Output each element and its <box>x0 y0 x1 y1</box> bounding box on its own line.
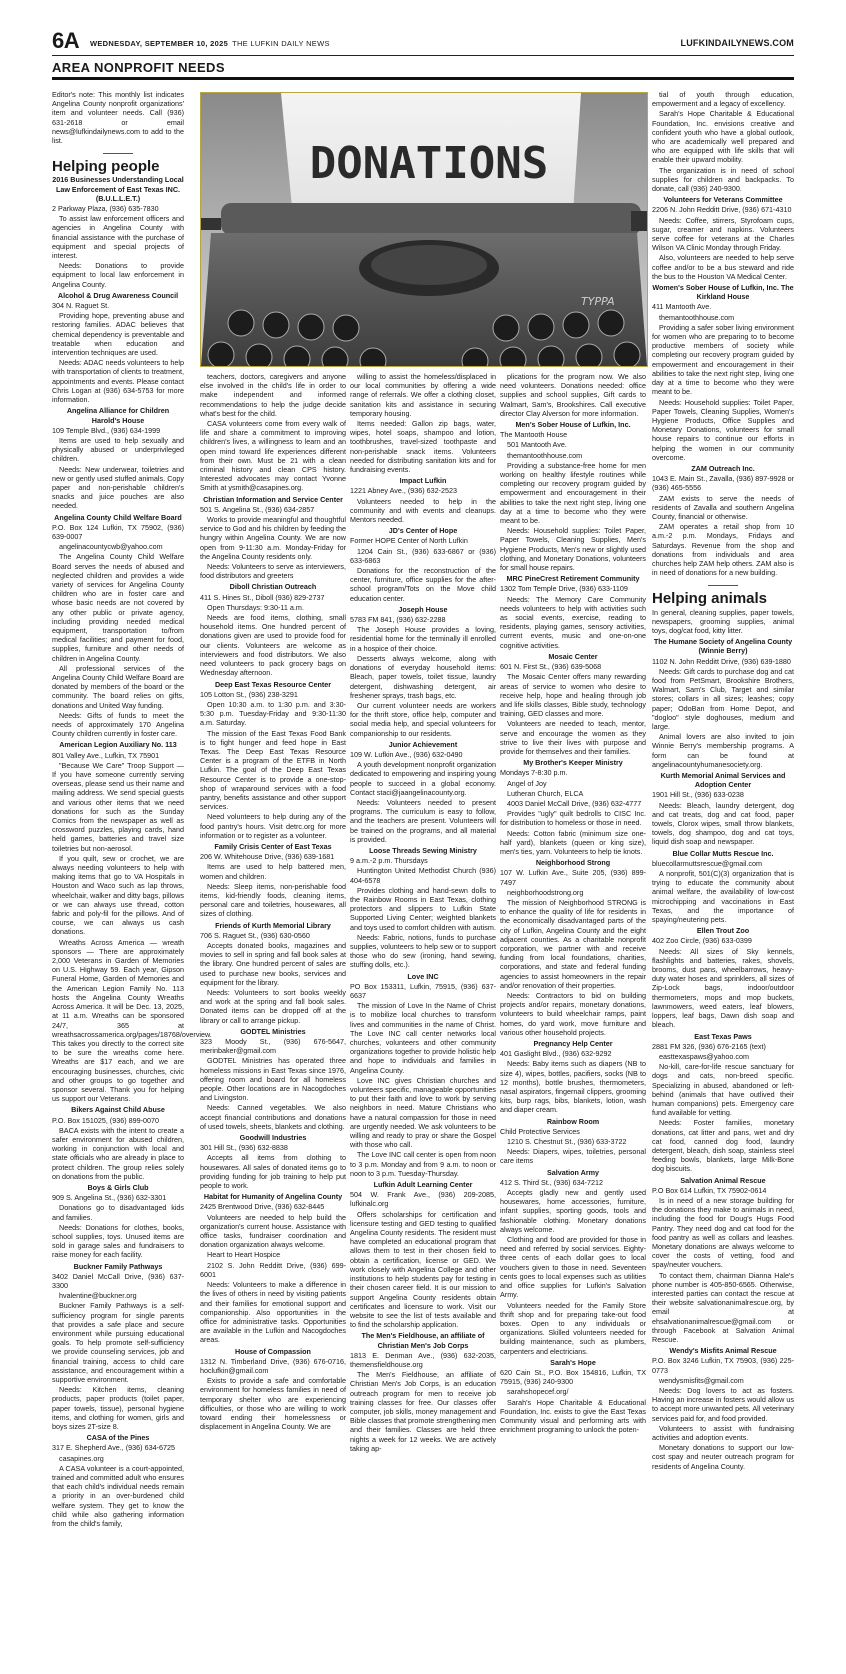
section-title: AREA NONPROFIT NEEDS <box>52 60 225 75</box>
org-name: Kurth Memorial Animal Services and Adoption Center <box>660 771 786 790</box>
org-name: House of Compassion <box>235 1346 311 1356</box>
org-detail: themantoothhouse.com <box>659 312 735 322</box>
org-detail: 317 E. Shepherd Ave., (936) 634-6725 <box>52 1443 175 1453</box>
org-name: Sarah's Hope <box>550 1357 596 1367</box>
animal-org-list <box>652 637 794 1471</box>
org-detail: Works to provide meaningful and thoughtful service to God and his children by feeding the hungry within Angelina County. We are now open from 9-11:30 a.m. Monday-Friday for the Angelina County residents only. <box>200 515 346 561</box>
org-detail: Needs: Sleep items, non-perishable food items, kid-friendly foods, cleaning items, personal care and toiletries, housewares, all sizes of clothing. <box>200 881 346 919</box>
issue-date: WEDNESDAY, SEPTEMBER 10, 2025 <box>90 39 229 48</box>
column-4 <box>500 372 646 1435</box>
org-detail: Buckner Family Pathways is a self-sufficiency program for single parents that provides a safe place and secure environment while pursuing educational goals. To help promote self-sufficiency we provide counseling services, job and financial training, access to child care assistance, and encouragement within a supportive environment. <box>52 1301 184 1385</box>
org-detail: Accepts donated books, magazines and movies to sell in spring and fall book sales at the library. One hundred percent of sales are used to purchase new books, services and equipment for the library. <box>200 940 346 987</box>
platen-roller <box>221 203 641 235</box>
org-detail: Lutheran Church, ELCA <box>507 788 584 798</box>
org-name: American Legion Auxiliary No. 113 <box>59 740 177 750</box>
org-detail: Volunteers needed for the Family Store thrift shop and for preparing take-out food boxes. Open to any individuals or organizations. Skilled volunteers needed for building maintenance, such as plumbers, carpenters and electricians. <box>500 1300 646 1356</box>
org-name: East Texas Paws <box>694 1031 752 1041</box>
org-name: CASA of the Pines <box>86 1433 150 1443</box>
org-detail: Needs: Volunteers to make a difference in the lives of others in need by visiting patients and their families for emotional support and companionship. Also opportunities in the office for administrative tasks. Opportunities are available in the Lufkin and Nacogdoches areas. <box>200 1280 346 1345</box>
org-detail: Needs: Volunteers to serve as interviewers, food distributors and greeters <box>200 562 346 581</box>
org-detail: 109 Temple Blvd., (936) 634-1999 <box>52 425 161 435</box>
org-detail: 2425 Brentwood Drive, (936) 632-8445 <box>200 1202 325 1212</box>
org-detail: Needs: Household supplies: Toilet Paper, Paper Towels, Cleaning Supplies, Women's Hygiene Products, Office Supplies and Monetary Donations, volunteers for small house repairs to continue our efforts in helping the women in our community overcome. <box>652 397 794 462</box>
page-number: 6A <box>52 28 80 53</box>
org-name: Pregnancy Help Center <box>533 1039 613 1049</box>
org-detail: 107 W. Lufkin Ave., Suite 205, (936) 899-7497 <box>500 868 646 887</box>
org-detail: 323 Moody St., (936) 676-5647, merinbaker@gmail.com <box>200 1037 346 1056</box>
org-detail: Also, volunteers are needed to help serve coffee and/or to be a bus steward and ride the bus to the Houston VA Medical Center. <box>652 253 794 281</box>
org-name: The Humane Society of Angelina County (Winnie Berry) <box>653 637 793 656</box>
org-detail: sarahshopecef.org/ <box>507 1387 569 1397</box>
org-detail: 620 Cain St., P.O. Box 154816, Lufkin, TX 75915, (936) 240-9300 <box>500 1367 646 1387</box>
org-name: Habitat for Humanity of Angelina County <box>203 1192 343 1202</box>
org-name: Loose Threads Sewing Ministry <box>369 845 477 855</box>
org-detail: P.O. Box 124 Lufkin, TX 75902, (936) 639-0007 <box>52 522 184 541</box>
org-name: ZAM Outreach Inc. <box>691 463 755 473</box>
org-detail: GODTEL Ministries has operated three homeless missions in East Texas since 1976, offering room and board for all homeless people. Other locations are in Nacogdoches and Livingston. <box>200 1056 346 1103</box>
org-detail: Accepts gladly new and gently used housewares, home accessories, furniture, infant supplies, sporting goods, tools and fashionable clothing. Monetary donations always welcome. <box>500 1188 646 1234</box>
org-name: My Brother's Keeper Ministry <box>523 758 623 768</box>
org-detail: wendysmisfits@gmail.com <box>659 1375 744 1385</box>
org-detail: P.O Box 614 Lufkin, TX 75902-0614 <box>652 1185 767 1195</box>
org-detail: Needs: Cotton fabric (minimum size one-half yard), blankets (queen or king size), men's ties, yarn. Volunteers to help tie knots. <box>500 828 646 856</box>
org-name: 2016 Businesses Understanding Local Law Enforcement of East Texas INC. (B.U.L.L.E.T.) <box>52 175 184 203</box>
typewriter-brand-logo: TYPPA <box>581 295 615 308</box>
org-detail: Volunteers are needed to teach, mentor, serve and encourage the women as they strive to live their lives with purpose and provide for themselves and their families. <box>500 719 646 756</box>
org-detail: Items needed: Gallon zip bags, water, wipes, hotel soaps, shampoo and lotion, toothbrushes, travel-sized toothpaste and non-perishable snack items. Volunteers needed for distributing sanitation kits and for fundraising events. <box>350 419 496 475</box>
org-detail: bluecollarmuttsrescue@gmail.com <box>652 858 762 868</box>
org-detail: Is in need of a new storage building for the donations they make to animals in need, including the food for Doug's Hugs Food Pantry. They need dog and cat food for the food pantry as well as collars and leashes. Monetary donations are always welcome to cover the costs of vetting, food and spay/neuter vouchers. <box>652 1195 794 1270</box>
org-detail: Items are used to help battered men, women and children. <box>200 862 346 881</box>
org-detail: 1043 E. Main St., Zavalla, (936) 897-9928 or (936) 465-5556 <box>652 474 794 493</box>
org-name: Angelina County Child Welfare Board <box>54 512 182 522</box>
org-detail: If you quilt, sew or crochet, we are always needing volunteers to help with making items that go to VA Hospitals in Houston and Waco such as lap throws, wheelchair, walker and ditty bags, pillows or we can always use thread, cotton fabric and poly-fil for the pillows. And of course, we can always us cash donations. <box>52 853 184 937</box>
org-detail: CASA volunteers come from every walk of life and share a commitment to improving children's lives, a willingness to learn and an open mind toward life experiences different from their own. Must be 21 with a clean criminal history and clean CPS history. Interested advocates may contact Yvonne Smith at ysmith@casapines.org. <box>200 419 346 493</box>
org-name: GODTEL Ministries <box>240 1026 306 1036</box>
column-2 <box>200 372 346 1432</box>
org-detail: The Love INC call center is open from noon to 3 p.m. Monday and from 9 a.m. to noon or noon to 3 p.m. Tuesday-Thursday. <box>350 1150 496 1178</box>
org-detail: willing to assist the homeless/displaced in our local communities by offering a wide range of referrals. We offer a clothing closet, sanitation kits and assistance in securing temporary housing. <box>350 372 496 418</box>
org-detail: 2206 N. John Redditt Drive, (936) 671-4310 <box>652 205 792 215</box>
org-detail: Volunteers are needed to help build the organization's current house. Assistance with office tasks, fundraiser coordination and donation organization always welcome. <box>200 1212 346 1250</box>
editors-note: Editor's note: This monthly list indicates Angelina County nonprofit organizations' item and volunteer needs. Call (936) 631-2618 or email news@lufkindailynews.com to add to the list. <box>52 90 184 146</box>
org-detail: Offers scholarships for certification and licensure testing and GED testing to qualified Angelina County residents. The resident must have completed an educational program that allows them to test in their chosen field to obtain a certification, license or GED. We work closely with Angelina College and other institutions to help students pay for testing in their chosen career field. It is our mission to support Angelina County residents obtain certificates and licensure to work. Visit our website to see the list of tests available and to find the scholarship application. <box>350 1209 496 1330</box>
org-name: Joseph House <box>398 604 448 614</box>
org-detail: 301 Hill St., (936) 632-8838 <box>200 1143 288 1153</box>
org-list <box>652 90 794 577</box>
org-detail: Our current volunteer needs are workers for the thrift store, office help, computer and social media help, and special volunteers for companionship to our residents. <box>350 700 496 738</box>
typewriter-image <box>201 93 647 366</box>
org-detail: Accepts all items from clothing to housewares. All sales of donated items go to providing funding for job training to help put people to work. <box>200 1153 346 1191</box>
org-detail: Providing a safer sober living environment for women who are preparing to to become productive members of society while completing our recovery program guided by empowerment and encouragement in their abilities to take the next right step, living one day at a time to become who they were meant to be. <box>652 322 794 397</box>
org-detail: Volunteers needed to help in the community and with events and cleanups. Mentors needed. <box>350 496 496 525</box>
org-detail: Heart to Heart Hospice <box>207 1250 281 1260</box>
org-detail: A nonprofit, 501(C)(3) organization that is trying to educate the community about animal welfare, the availability of low-cost microchipping and vaccinations in East Texas, and the importance of spaying/neutering pets. <box>652 869 794 925</box>
org-detail: 601 N. First St., (936) 639-5068 <box>500 662 602 672</box>
org-detail: plications for the program now. We also need volunteers. Donations needed: office supplies and school supplies, Gift cards to Walmart, Sam's, Brookshires. Call executive director Clay Alverson for more information. <box>500 372 646 418</box>
org-name: Lufkin Adult Learning Center <box>373 1180 473 1190</box>
org-detail: 109 W. Lufkin Ave., (936) 632-0490 <box>350 749 463 759</box>
org-detail: casapines.org <box>59 1453 104 1463</box>
org-detail: Clothing and food are provided for those in need and referred by social services. Eighty-three cents of each dollar goes to local vouchers given to those in need. Seventeen cents goes to local expenses such as utilities and office supplies for Lufkin's Salvation Army. <box>500 1235 646 1300</box>
org-detail: Needs: Volunteers needed to present programs. The curriculum is easy to follow, and the teachers are present. Volunteers will be trained on the programs, and all material is provided. <box>350 797 496 844</box>
site-url[interactable]: LUFKINDAILYNEWS.COM <box>680 38 794 48</box>
org-detail: Needs are food items, clothing, small household items. One hundred percent of donations given are used to provide food for our clients. Volunteers are welcome as interviewers and food distributors. We also need volunteers to pack grocery bags on Wednesday afternoon. <box>200 613 346 678</box>
org-detail: Needs: Volunteers to sort books weekly and work at the spring and fall book sales. Donated items can be dropped off at the library or call to arrange pickup. <box>200 988 346 1025</box>
org-detail: Needs: Dog lovers to act as fosters. Having an increase in fosters would allow us to accept more unwanted pets. All veterinary services paid for, and food provided. <box>652 1386 794 1423</box>
org-name: Rainbow Room <box>546 1116 600 1126</box>
org-detail: Love INC gives Christian churches and volunteers specific, manageable opportunities to put their faith and love to work by serving neighbors in need. Mature Christians who have a natural compassion for those in need are urgently needed. We ask volunteers to be willing and ready to pray or share the Gospel with those who call. <box>350 1075 496 1150</box>
column-1 <box>52 90 212 1529</box>
org-detail: Volunteers to assist with fundraising activities and adoption events. <box>652 1423 794 1443</box>
org-detail: Needs: Coffee, stirrers, Styrofoam cups, sugar, creamer and napkins. Volunteers serve coffee for veterans at the Charles Wilson VA Clinic Monday through Friday. <box>652 215 794 253</box>
org-detail: 402 Zoo Circle, (936) 633-0399 <box>652 936 752 946</box>
org-detail: Wreaths Across America — wreath sponsors — There are approximately 2,000 Veterans in Garden of Memories on U.S. Highway 59. Each year, Gipson Funeral Home, Garden of Memories and the American Legion Family No. 113 hosts the Angelina County Wreaths Across America. It will be Dec. 13, 2025, at 11 a.m. Wreaths can be sponsored 24/7, 365 at wreathsacrossamerica.org/pages/18768/overview. This takes you directly to the correct site to be sure the wreaths come here. Wreaths are $17 each, and we are encouraging businesses, churches, civic and other groups to go together and sponsor several. Thank you for helping us support our Veterans. <box>52 937 212 1104</box>
paper-name: THE LUFKIN DAILY NEWS <box>232 39 330 48</box>
org-detail: Needs: Kitchen items, cleaning products, paper products (toilet paper, paper towels, tissue), personal hygiene items, and clothing for women, girls and boys sizes 2T-size 8. <box>52 1385 184 1432</box>
org-name: Buckner Family Pathways <box>73 1261 163 1271</box>
org-name: Love INC <box>407 971 439 981</box>
org-detail: 412 S. Third St., (936) 634-7212 <box>500 1177 603 1187</box>
org-detail: 501 S. Angelina St., (936) 634-2857 <box>200 504 315 514</box>
org-detail: The organization is in need of school supplies for children and backpacks. To donate, call (936) 240-9300. <box>652 165 794 194</box>
org-detail: Sarah's Hope Charitable & Educational Foundation, Inc. exists to give the East Texas Community visual and performing arts with enrichment programing to unlock the poten- <box>500 1397 646 1435</box>
org-detail: easttexaspaws@yahoo.com <box>659 1051 749 1061</box>
org-name: Alcohol & Drug Awareness Council <box>57 290 179 300</box>
org-detail: The Mantooth House <box>500 430 568 440</box>
org-detail: Needs: Household supplies: Toilet Paper, Paper Towels, Cleaning Supplies, Men's Hygiene Products, Men's new or slightly used clothing, and Monetary Donations, volunteers for small house repairs. <box>500 526 646 573</box>
section-rule <box>52 77 794 80</box>
org-name: Boys & Girls Club <box>87 1182 149 1192</box>
org-detail: 1302 Tom Temple Drive, (936) 633-1109 <box>500 584 628 594</box>
org-detail: 504 W. Frank Ave., (936) 209-2085, lufkinalc.org <box>350 1190 496 1209</box>
org-detail: Needs: Diapers, wipes, toiletries, personal care items <box>500 1147 646 1166</box>
org-name: Bikers Against Child Abuse <box>71 1105 165 1115</box>
org-detail: Needs: Donations for clothes, books, school supplies, toys. Unused items are sold in garage sales and fundraisers to raise money for each facility. <box>52 1222 184 1260</box>
org-detail: Provides clothing and hand-sewn dolls to the Rainbow Rooms in East Texas, clothing protectors and slippers to Lufkin State Supported Living Center; weighted blankets and toys used to comfort children with autism. <box>350 885 496 932</box>
org-detail: 1312 N. Timberland Drive, (936) 676-0716, hoclufkin@gmail.com <box>200 1356 346 1375</box>
org-detail: Needs: Gifts of funds to meet the needs of approximately 170 Angelina County children currently in foster care. <box>52 710 184 739</box>
org-detail: The Joseph House provides a loving, residential home for the terminally ill enrolled in a hospice of their choice. <box>350 625 496 653</box>
org-detail: Sarah's Hope Charitable & Educational Foundation, Inc. envisions creative and confident youth who have a global outlook, who are academically well prepared and who are equipped with life skills that will enable their upward mobility. <box>652 109 794 165</box>
org-detail: Donations for the reconstruction of the center, furniture, office supplies for the after-school program/Tots on the Move child education center. <box>350 566 496 603</box>
org-detail: Open 10:30 a.m. to 1:30 p.m. and 3:30-5:30 p.m. Tuesday-Friday and 9:30-11:30 a.m. Saturday. <box>200 699 346 728</box>
org-detail: angelinacountycwb@yahoo.com <box>59 542 163 552</box>
org-detail: 1102 N. John Redditt Drive, (936) 639-1880 <box>652 656 791 666</box>
org-detail: Mondays 7-8:30 p.m. <box>500 768 568 778</box>
org-name: Neighborhood Strong <box>535 858 611 868</box>
org-detail: 411 Mantooth Ave. <box>652 302 712 312</box>
org-detail: 206 W. Whitehouse Drive, (936) 639-1681 <box>200 852 335 862</box>
org-detail: Monetary donations to support our low-cost spay and neuter outreach program for residents of Angelina County. <box>652 1443 794 1471</box>
org-name: Christian Information and Service Center <box>203 494 343 504</box>
org-name: Angelina Alliance for Children Harold's House <box>66 406 170 425</box>
org-detail: Needs: Donations to provide equipment to local law enforcement in Angelina County. <box>52 261 184 289</box>
org-name: Diboll Christian Outreach <box>229 582 317 592</box>
org-name: Wendy's Misfits Animal Rescue <box>669 1346 777 1356</box>
org-detail: 411 S. Hines St., Diboll (936) 829-2737 <box>200 592 325 602</box>
org-name: Friends of Kurth Memorial Library <box>215 920 331 930</box>
org-detail: Items are used to help sexually and physically abused or underprivileged children. <box>52 435 184 464</box>
masthead-rule <box>52 55 794 56</box>
org-detail: To contact them, chairman Dianna Hale's phone number is 405-850-6565. Otherwise, interested parties can contact the rescue at their website salvationanimalrescue.org, by email at ehsalvationanimalrescue@gmail.com or through Facebook at Salvation Animal Rescue. <box>652 1270 794 1344</box>
masthead-date-line <box>90 39 330 48</box>
masthead <box>52 28 794 54</box>
org-detail: 2 Parkway Plaza, (936) 635-7830 <box>52 204 159 214</box>
org-detail: Needs: ADAC needs volunteers to help with transportation of clients to treatment, appointments and events. Please contact Chris Logan at (936) 634-5753 for more information. <box>52 358 184 405</box>
org-detail: The Angelina County Child Welfare Board serves the needs of abused and neglected children and provides a wide variety of services for Angelina County children who are in foster care and whose basic needs are not covered by any other public or private agency, including providing needed medical equipment, transportation to/from medical facilities; and payment for food, supplies, furniture and other needs of children in Angelina County. <box>52 552 184 663</box>
org-detail: Needs: Bleach, laundry detergent, dog and cat treats, dog and cat food, paper towels, Clorox wipes, small throw blankets, towels, dog shampoo, dog and cat toys, liquid dish soap and newspaper. <box>652 800 794 847</box>
org-detail: A youth development nonprofit organization dedicated to empowering and inspiring young people to succeed in a global economy. Contact staci@jaangelinacounty.org. <box>350 760 496 797</box>
donations-sign: DONATIONS <box>309 138 549 189</box>
org-detail: "Because We Care" Troop Support — If you have someone currently serving overseas, please send us their name and mailing address. We send special guests and various other items that we need donations for such as the Sunday Comics from the newspaper as well as crossword puzzles, playing cards, hand held games, batteries and travel size toiletries but non-aerosol. <box>52 760 184 853</box>
org-detail: The Men's Fieldhouse, an affiliate of Christian Men's Job Corps, is an education outreach program for men to receive job training classes for free. Our classes offer computer, job skills, money management and Bible classes that promote strengthening men and their families. Classes are held three nights a week for 12 weeks. We are actively taking ap- <box>350 1370 496 1453</box>
org-detail: tial of youth through education, empowerment and a legacy of excellency. <box>652 90 794 109</box>
org-name: Junior Achievement <box>388 739 458 749</box>
org-detail: 501 Mantooth Ave. <box>507 440 567 450</box>
org-name: Blue Collar Mutts Rescue Inc. <box>672 848 774 858</box>
org-detail: Animal lovers are also invited to join Winnie Berry's membership programs. A form can be found at angelinacountyhumanesociety.org. <box>652 732 794 769</box>
org-detail: Angel of Joy <box>507 778 547 788</box>
org-detail: BACA exists with the intent to create a safer environment for abused children, working in conjunction with local and state officials who are already in place to protect children. The group relies solely on donations from the public. <box>52 1125 184 1181</box>
org-detail: Provides "ugly" quilt bedrolls to CISC Inc. for distribution to homeless or those in need. <box>500 809 646 828</box>
org-detail: 304 N. Raguet St. <box>52 301 110 311</box>
org-detail: 401 Gaslight Blvd., (936) 632-9292 <box>500 1049 612 1059</box>
org-detail: 801 Valley Ave., Lufkin, TX 75901 <box>52 750 160 760</box>
org-name: Salvation Animal Rescue <box>680 1175 766 1185</box>
animals-intro: In general, cleaning supplies, paper towels, newspapers, grooming supplies, animal toys, dog/cat food, kitty litter. <box>652 607 794 635</box>
org-detail: Child Protective Services <box>500 1126 580 1136</box>
divider <box>103 153 133 154</box>
org-detail: Exists to provide a safe and comfortable environment for homeless families in need of temporary shelter who are experiencing difficulties, or those who are willing to work toward ending their homelessness or displacement in Angelina County. We are <box>200 1376 346 1432</box>
org-detail: Desserts always welcome, along with donations of everyday household items: Bleach, paper towels, toilet tissue, laundry detergent, dishwashing detergent, air freshener sprays, trash bags, etc. <box>350 653 496 700</box>
org-name: MRC PineCrest Retirement Community <box>506 574 640 584</box>
org-detail: 2102 S. John Redditt Drive, (936) 699-6001 <box>200 1260 346 1279</box>
org-detail: Needs: Fabric, notions, funds to purchase supplies, volunteers to help sew or to support those who do sew (ironing, hand sewing, stuffing dolls, etc.). <box>350 932 496 970</box>
org-detail: Huntington United Methodist Church (936) 404-6578 <box>350 866 496 885</box>
org-detail: Needs: Contractors to bid on building projects and/or repairs, monetary donations, volunteers to build wheelchair ramps, paint homes, do yard work, move furniture and various other household projects. <box>500 991 646 1037</box>
org-detail: ZAM exists to serve the needs of residents of Zavalla and southern Angelina County, financial or otherwise. <box>652 493 794 521</box>
org-detail: All professional services of the Angelina County Child Welfare Board are donated by members of the board or the community. The board relies on gifts, donations and United Way funding. <box>52 663 184 710</box>
org-detail: 1813 E. Denman Ave., (936) 632-2035, themensfieldhouse.org <box>350 1350 496 1369</box>
org-name: Volunteers for Veterans Committee <box>663 195 783 205</box>
org-detail: A CASA volunteer is a court-appointed, trained and committed adult who ensures that each child's individual needs remain a priority in an over-burdened child welfare system. They get to know the child while also gathering information from the child's family, <box>52 1463 184 1529</box>
org-name: Impact Lufkin <box>399 476 447 486</box>
heading-helping-people: Helping people <box>52 158 160 176</box>
org-detail: 1204 Cain St., (936) 633-6867 or (936) 633-6863 <box>350 546 496 565</box>
org-detail: 706 S. Raguet St., (936) 630-0560 <box>200 930 310 940</box>
org-detail: Needs: Foster families, monetary donations, cat litter and pans, wet and dry cat food, canned dog food, laundry detergent, bleach, dish soap, stainless steel feeding bowls, blankets, large Milk-Bone dog biscuits. <box>652 1118 794 1174</box>
donations-typewriter-photo <box>200 92 648 367</box>
org-detail: 1901 Hill St., (936) 633-0238 <box>652 790 744 800</box>
org-detail: The mission of Neighborhood STRONG is to enhance the quality of life for residents in the economically disadvantaged parts of the city of Lufkin, Angelina County and the eight adjacent counties. As a charitable nonprofit corporation, we partner with and receive funding from local foundations, charities, corporations, and state and federal funding agencies to assist homeowners in the repair and/or renovation of their properties. <box>500 897 646 990</box>
org-name: Mosaic Center <box>548 651 598 661</box>
org-detail: themantoothhouse.com <box>507 450 583 460</box>
org-detail: 1210 S. Chestnut St., (936) 633-3722 <box>507 1137 627 1147</box>
org-detail: hvalentine@buckner.org <box>59 1291 137 1301</box>
org-detail: Former HOPE Center of North Lufkin <box>350 536 468 546</box>
column-3 <box>350 372 496 1454</box>
org-list <box>500 372 646 1434</box>
org-list <box>350 372 496 1453</box>
org-name: The Men's Fieldhouse, an affiliate of Christian Men's Job Corps <box>361 1331 485 1350</box>
column-5 <box>652 90 794 1472</box>
org-detail: Needs: New underwear, toiletries and new or gently used stuffed animals. Copy paper and non-perishable children's snacks and juice pouches are also needed. <box>52 464 184 511</box>
org-detail: Needs: Gift cards to purchase dog and cat food from PetSmart, Brookshire Brothers, Walmart, Sam's Club, Target and similar stores; collars in all sizes; leashes; copy paper; OdoBan from Home Depot, and "dogloo" style doghouses, medium and large. <box>652 666 794 731</box>
org-detail: P.O. Box 3246 Lufkin, TX 75903, (936) 225-0773 <box>652 1356 794 1375</box>
org-list <box>200 372 346 1431</box>
org-detail: PO Box 153311, Lufkin, 75915, (936) 637-6637 <box>350 981 496 1000</box>
divider <box>708 585 738 586</box>
heading-helping-animals: Helping animals <box>652 590 768 608</box>
org-detail: No-kill, care-for-life rescue sanctuary for dogs and cats, non-breed specific. Specializing in abused, abandoned or left-behind (animals that have outlived their human companions) pets. Emergency care fund available for vetting. <box>652 1062 794 1118</box>
org-detail: Donations go to disadvantaged kids and families. <box>52 1203 184 1222</box>
org-detail: Providing hope, preventing abuse and restoring families. ADAC believes that chemical dependency is preventable and treatable when education and intervention techniques are used. <box>52 311 184 358</box>
org-name: Family Crisis Center of East Texas <box>214 841 332 851</box>
org-detail: The mission of the East Texas Food Bank is to fight hunger and feed hope in East Texas. The Deep East Texas Resource Center is a program of the ETFB in North Lufkin. The goal of the Deep East Texas Resource Center is to provide a one-stop-shop of wraparound services with a food pantry, benefits assistance and other support services. <box>200 728 346 812</box>
org-detail: teachers, doctors, caregivers and anyone else involved in the child's life in order to make independent and informed recommendations to help the judge decide what's best for the child. <box>200 372 346 418</box>
org-detail: 3402 Daniel McCall Drive, (936) 637-3300 <box>52 1271 184 1290</box>
org-detail: Open Thursdays: 9:30-11 a.m. <box>207 602 304 612</box>
org-detail: The mission of Love In the Name of Christ is to mobilize local churches to transform lives and communities in the name of Christ. The Love INC call center networks local churches, volunteers and other community organizations together to provide holistic help and hope to individuals and families in Angelina County. <box>350 1001 496 1075</box>
org-name: Men's Sober House of Lufkin, Inc. <box>515 420 631 430</box>
org-detail: 5783 FM 841, (936) 632-2288 <box>350 615 446 625</box>
org-detail: ZAM operates a retail shop from 10 a.m.-2 p.m. Mondays, Fridays and Saturdays. Revenue from the shop and donations from individuals and area churches help ZAM help others. ZAM also is in need of donations for a new building. <box>652 522 794 578</box>
org-name: Women's Sober House of Lufkin, Inc. The Kirkland House <box>652 283 794 302</box>
org-detail: neighborhoodstrong.org <box>507 887 584 897</box>
org-detail: Needs: Baby items such as diapers (NB to size 4), wipes, bottles, pacifiers, socks (NB to 12 months), bottle brushes, thermometers, nasal aspirators, fingernail clippers, grooming kits, burp rags, bibs, blankets, lotion, wash and diaper cream. <box>500 1059 646 1115</box>
org-detail: To assist law enforcement officers and agencies in Angelina County with financial assistance with the purchase of equipment and special projects of interest. <box>52 214 184 261</box>
org-name: Salvation Army <box>546 1167 600 1177</box>
org-detail: 1221 Abney Ave., (936) 632-2523 <box>350 486 457 496</box>
org-detail: Needs: Canned vegetables. We also accept financial contributions and donations of used towels, sheets, blankets and clothing. <box>200 1103 346 1131</box>
org-list <box>52 175 212 1529</box>
org-detail: 909 S. Angelina St., (936) 632-3301 <box>52 1193 167 1203</box>
org-detail: Providing a substance-free home for men working on healthy lifestyle routines while completing our recovery program guided by empowerment and encouragement in their abilities to take the next right step, living one day at a time to become who they were meant to be. <box>500 460 646 526</box>
org-name: Goodwill Industries <box>239 1133 307 1143</box>
org-detail: 4003 Daniel McCall Drive, (936) 632-4777 <box>507 798 642 808</box>
org-detail: Need volunteers to help during any of the food pantry's hours. Visit detrc.org for more information or to register as a volunteer. <box>200 812 346 840</box>
org-detail: Needs: All sizes of Sky kennels, flashlights and batteries, rakes, shovels, brooms, dust pans, wheelbarrows, heavy-duty water hoses and sprinklers, all sizes of Zip-Lock bags, indoor/outdoor thermometers, mops and mop buckets, lawnmowers, weed eaters, leaf blowers, loppers, leaf bags, Dawn dish soap and bleach. <box>652 946 794 1030</box>
org-detail: Needs: The Memory Care Community needs volunteers to help with activities such as social events, exercise, reading to residents, playing games, sensory activities, current events, music and one-on-one cognitive activities. <box>500 594 646 650</box>
org-detail: 9 a.m.-2 p.m. Thursdays <box>350 856 428 866</box>
org-name: JD's Center of Hope <box>388 526 458 536</box>
org-detail: The Mosaic Center offers many rewarding areas of service to women who desire to receive help, hope and healing through job and life skills classes, Bible study, technology training, GED classes and more. <box>500 672 646 719</box>
org-detail: 105 Lotton St., (936) 238-3291 <box>200 689 298 699</box>
org-name: Deep East Texas Resource Center <box>214 679 332 689</box>
org-detail: P.O. Box 151025, (936) 899-0070 <box>52 1115 159 1125</box>
org-detail: 2881 FM 326, (936) 676-2165 (text) <box>652 1041 766 1051</box>
org-name: Ellen Trout Zoo <box>696 926 750 936</box>
